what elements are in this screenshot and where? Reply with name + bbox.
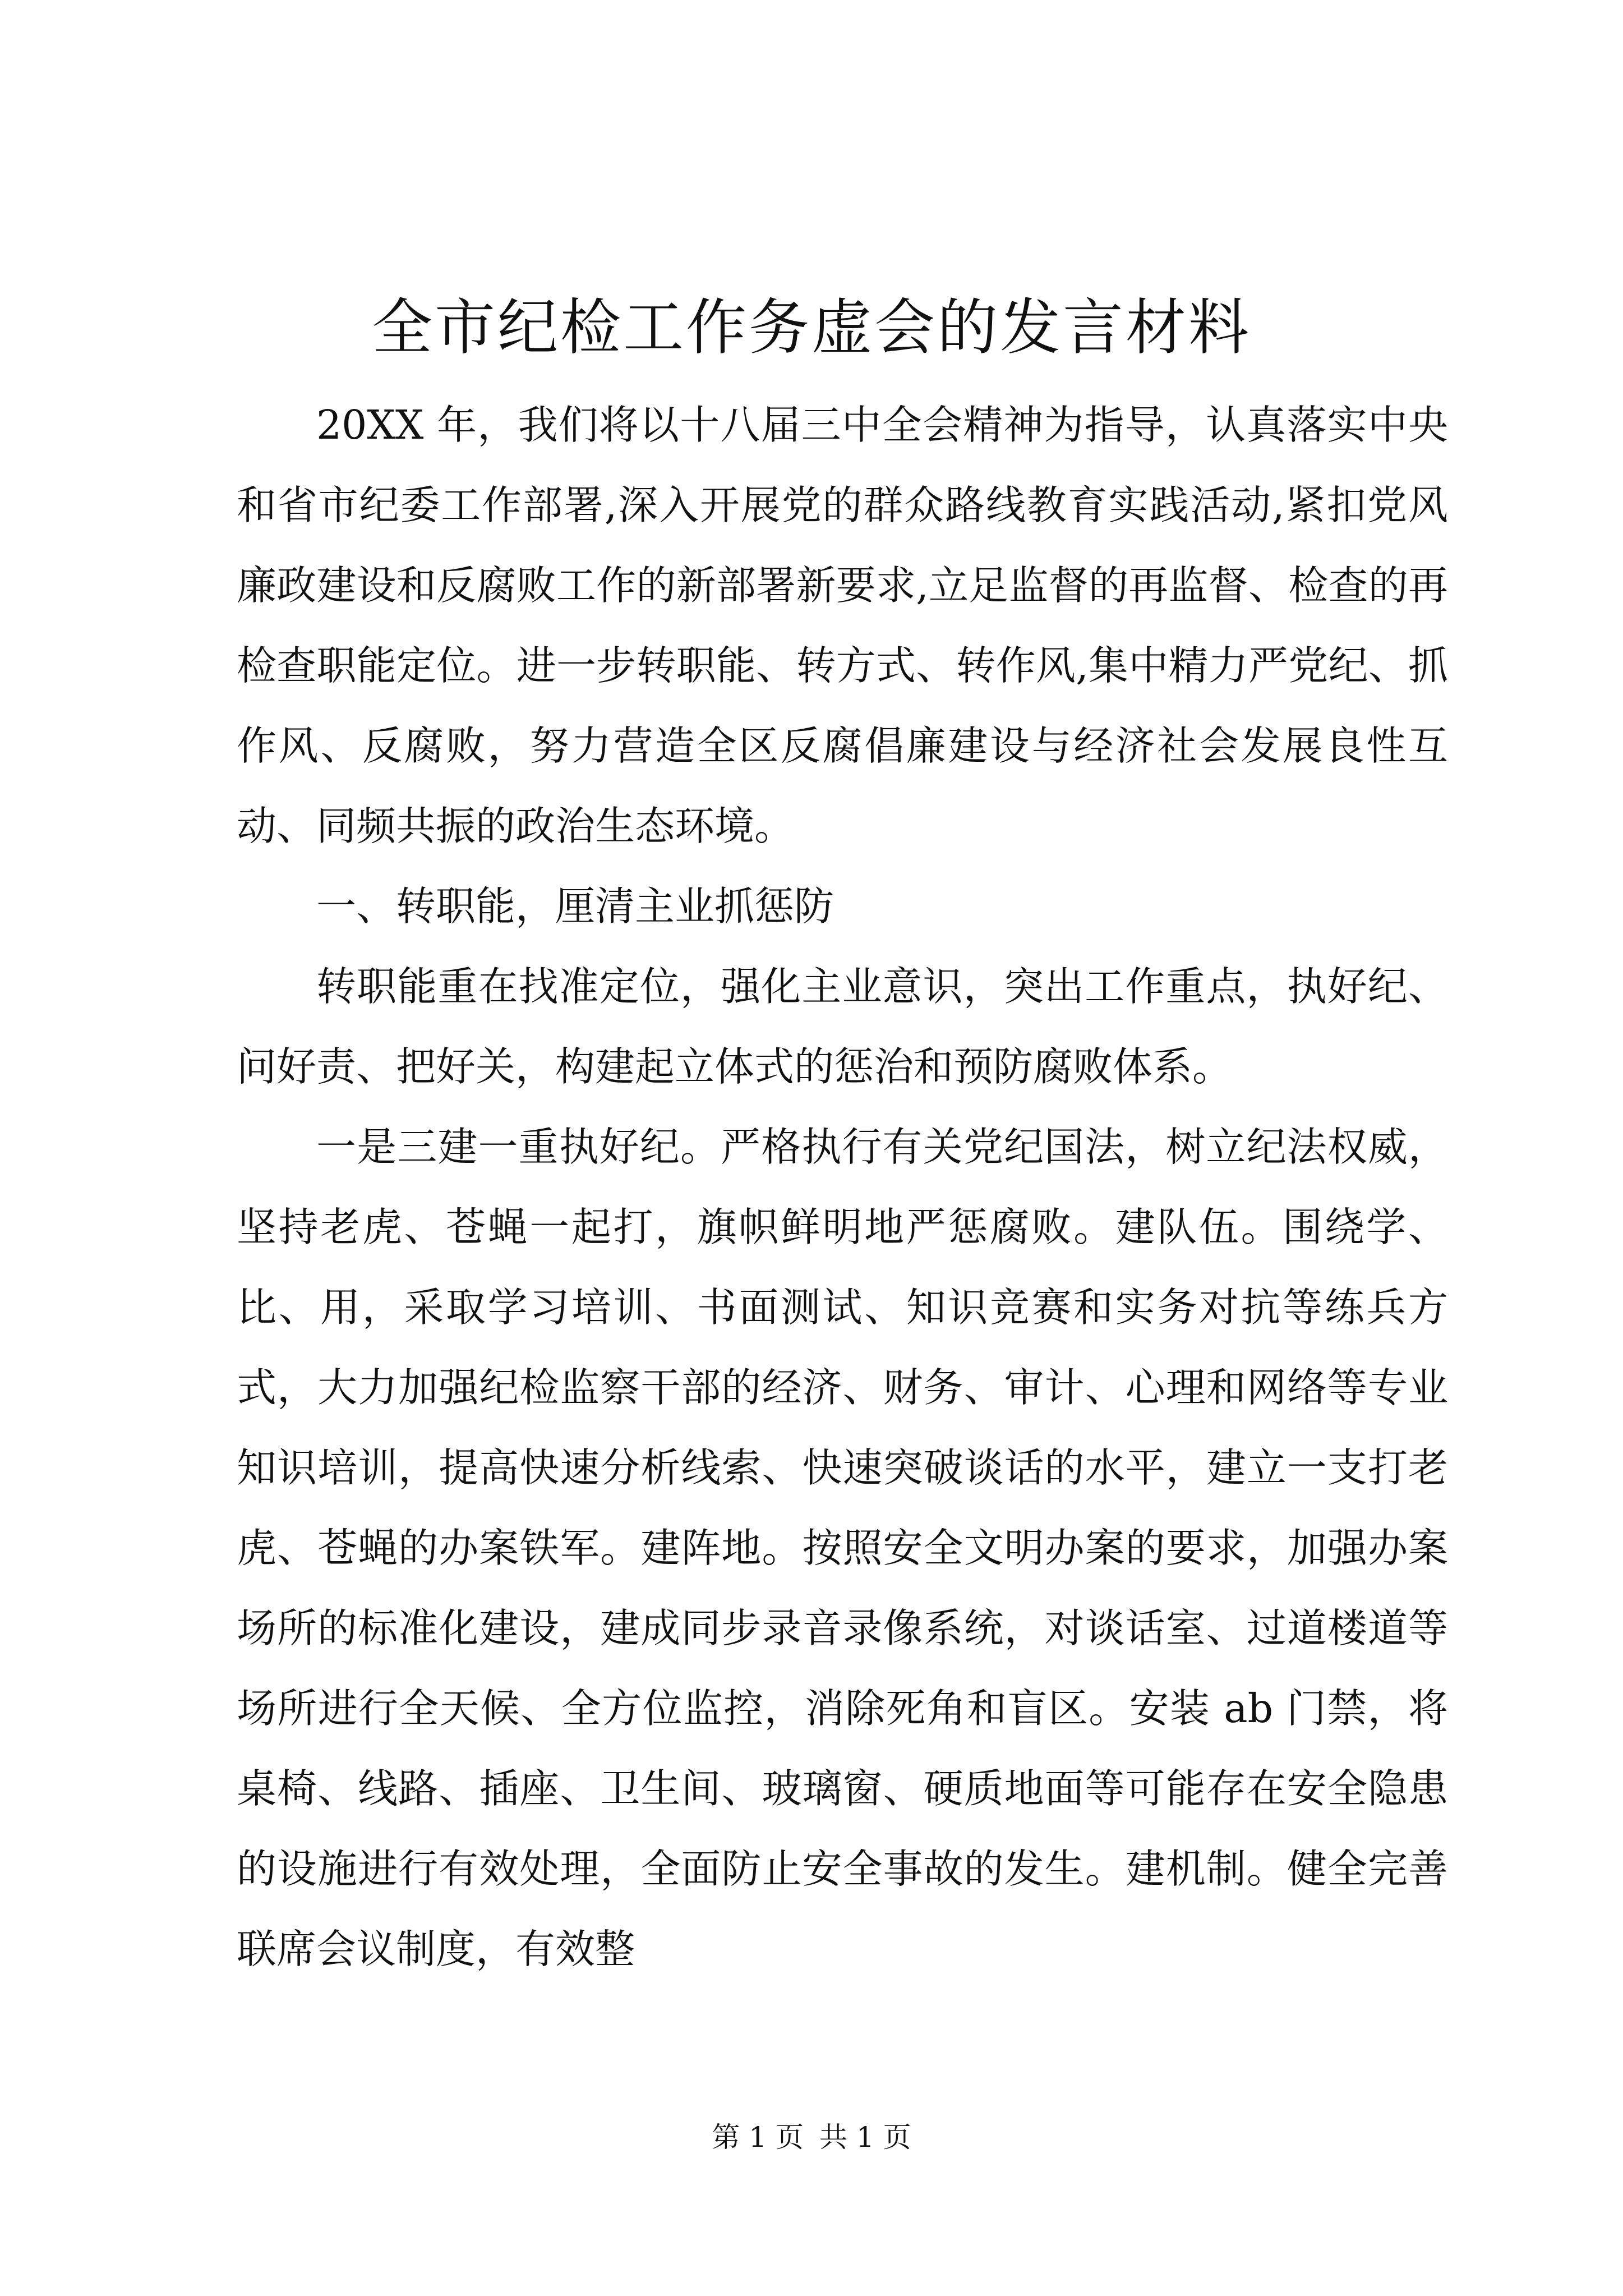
body-paragraph-section-1: 转职能重在找准定位，强化主业意识，突出工作重点，执好纪、问好责、把好关，构建起立体式的惩治和预防腐败体系。 <box>237 963 1448 1090</box>
document-title: 全市纪检工作务虚会的发言材料 <box>371 293 1251 363</box>
page-number: 第 1 页 <box>712 2121 804 2154</box>
section-heading-1: 一、转职能，厘清主业抓惩防 <box>316 883 834 930</box>
document-body <box>237 385 1448 1989</box>
body-paragraph-item-1: 一是三建一重执好纪。严格执行有关党纪国法，树立纪法权威，坚持老虎、苍蝇一起打，旗帜鲜明地严惩腐败。建队伍。围绕学、比、用，采取学习培训、书面测试、知识竞赛和实务对抗等练兵方式，大力加强纪检监察干部的经济、财务、审计、心理和网络等专业知识培训，提高快速分析线索、快速突破谈话的水平，建立一支打老虎、苍蝇的办案铁军。建阵地。按照安全文明办案的要求，加强办案场所的标准化建设，建成同步录音录像系统，对谈话室、过道楼道等场所进行全天候、全方位监控，消除死角和盲区。安装 ab 门禁，将桌椅、线路、插座、卫生间、玻璃窗、硬质地面等可能存在安全隐患的设施进行有效处理，全面防止安全事故的发生。建机制。健全完善联席会议制度，有效整 <box>237 1124 1448 1972</box>
page-footer <box>0 2118 1623 2157</box>
body-paragraph-intro: 20XX 年，我们将以十八届三中全会精神为指导，认真落实中央和省市纪委工作部署,深入开展党的群众路线教育实践活动,紧扣党风廉政建设和反腐败工作的新部署新要求,立足监督的再监督、检查的再检查职能定位。进一步转职能、转方式、转作风,集中精力严党纪、抓作风、反腐败，努力营造全区反腐倡廉建设与经济社会发展良性互动、同频共振的政治生态环境。 <box>237 402 1448 849</box>
page-total: 共 1 页 <box>819 2121 911 2154</box>
